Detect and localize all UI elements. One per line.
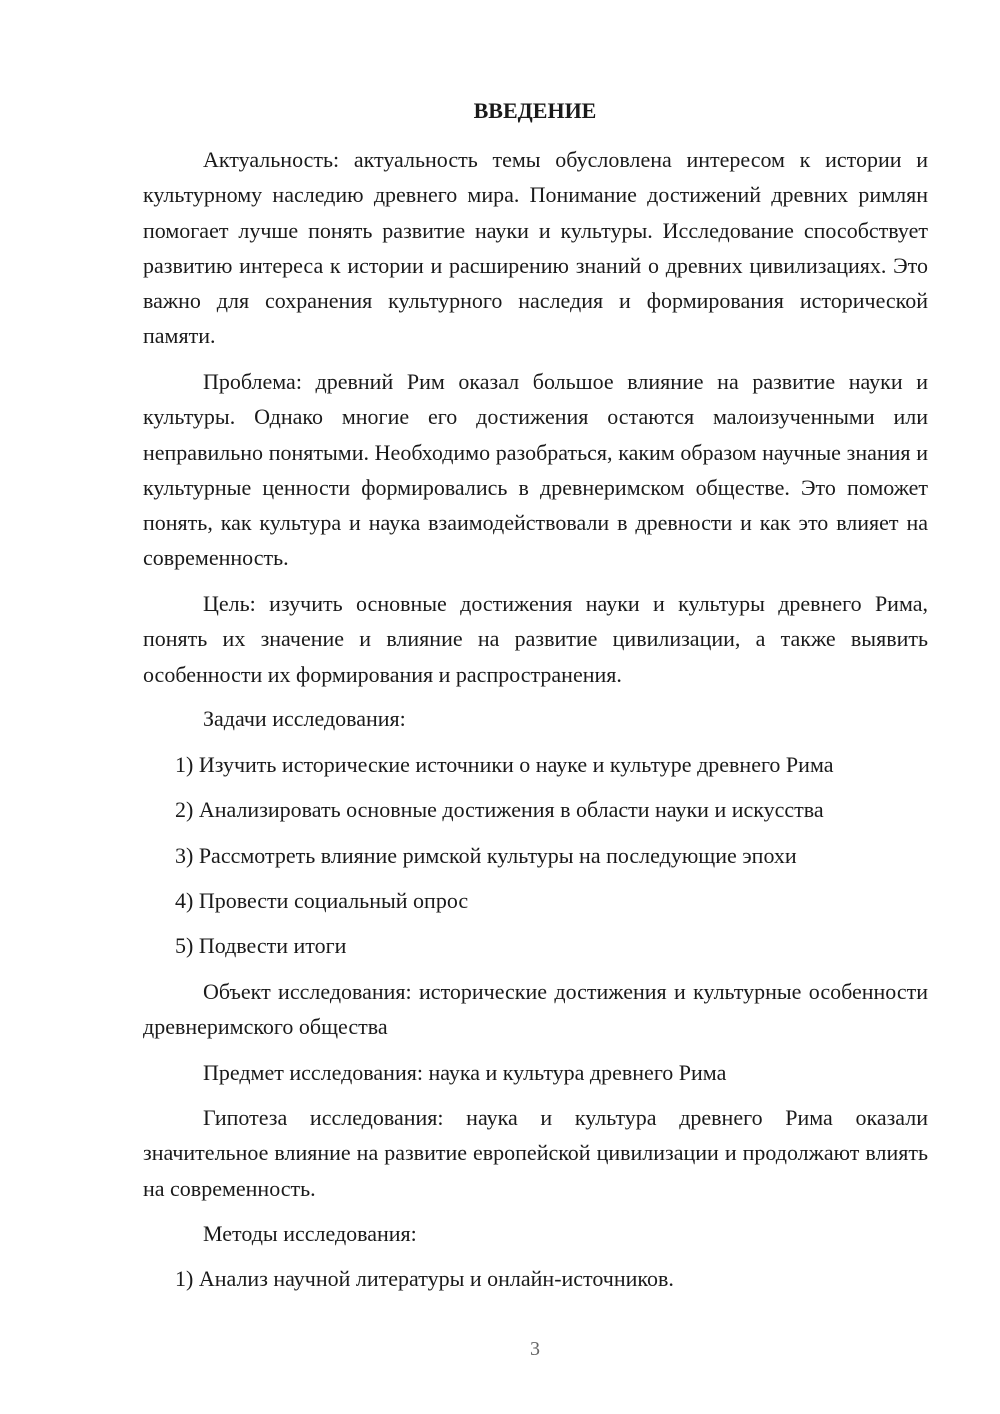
methods-heading: Методы исследования: bbox=[203, 1221, 417, 1246]
task-item-1-block bbox=[143, 747, 928, 782]
task-item: 1) Изучить исторические источники о науке и культуре древнего Рима bbox=[175, 752, 834, 777]
object-paragraph: Объект исследования: исторические достижения и культурные особенности древнеримского общества bbox=[143, 979, 928, 1040]
goal-paragraph: Цель: изучить основные достижения науки и культуры древнего Рима, понять их значение и влияние на развитие цивилизации, а также выявить особенности их формирования и распространения. bbox=[143, 591, 928, 687]
task-item: 3) Рассмотреть влияние римской культуры на последующие эпохи bbox=[175, 843, 797, 868]
task-item-5-block bbox=[143, 928, 928, 963]
object-paragraph-block bbox=[143, 974, 928, 1045]
hypothesis-paragraph-block bbox=[143, 1100, 928, 1206]
task-item-2-block bbox=[143, 792, 928, 827]
subject-paragraph-block bbox=[143, 1055, 928, 1090]
task-item: 5) Подвести итоги bbox=[175, 933, 347, 958]
tasks-heading: Задачи исследования: bbox=[203, 706, 406, 731]
method-item: 1) Анализ научной литературы и онлайн-источников. bbox=[175, 1266, 674, 1291]
section-title: ВВЕДЕНИЕ bbox=[473, 98, 597, 123]
subject-paragraph: Предмет исследования: наука и культура древнего Рима bbox=[203, 1060, 727, 1085]
methods-heading-block bbox=[143, 1216, 928, 1251]
problem-paragraph: Проблема: древний Рим оказал большое влияние на развитие науки и культуры. Однако многие его достижения остаются малоизученными или неправильно понятыми. Необходимо разобраться, каким образом научные знания и культурные ценности формировались в древнеримском обществе. Это поможет понять, как культура и наука взаимодействовали в древности и как это влияет на современность. bbox=[143, 369, 928, 571]
tasks-heading-block bbox=[143, 701, 928, 736]
method-item-1-block bbox=[143, 1261, 928, 1296]
hypothesis-paragraph: Гипотеза исследования: наука и культура древнего Рима оказали значительное влияние на развитие европейской цивилизации и продолжают влиять на современность. bbox=[143, 1105, 928, 1201]
task-item-3-block bbox=[143, 838, 928, 873]
task-item: 4) Провести социальный опрос bbox=[175, 888, 469, 913]
relevance-paragraph-block bbox=[143, 142, 928, 354]
task-item: 2) Анализировать основные достижения в области науки и искусства bbox=[175, 797, 824, 822]
relevance-paragraph: Актуальность: актуальность темы обусловлена интересом к истории и культурному наследию древнего мира. Понимание достижений древних римлян помогает лучше понять развитие науки и культуры. Исследование способствует развитию интереса к истории и расширению знаний о древних цивилизациях. Это важно для сохранения культурного наследия и формирования исторической памяти. bbox=[143, 147, 928, 349]
problem-paragraph-block bbox=[143, 364, 928, 576]
task-item-4-block bbox=[143, 883, 928, 918]
page-number: 3 bbox=[530, 1338, 540, 1360]
goal-paragraph-block bbox=[143, 586, 928, 692]
